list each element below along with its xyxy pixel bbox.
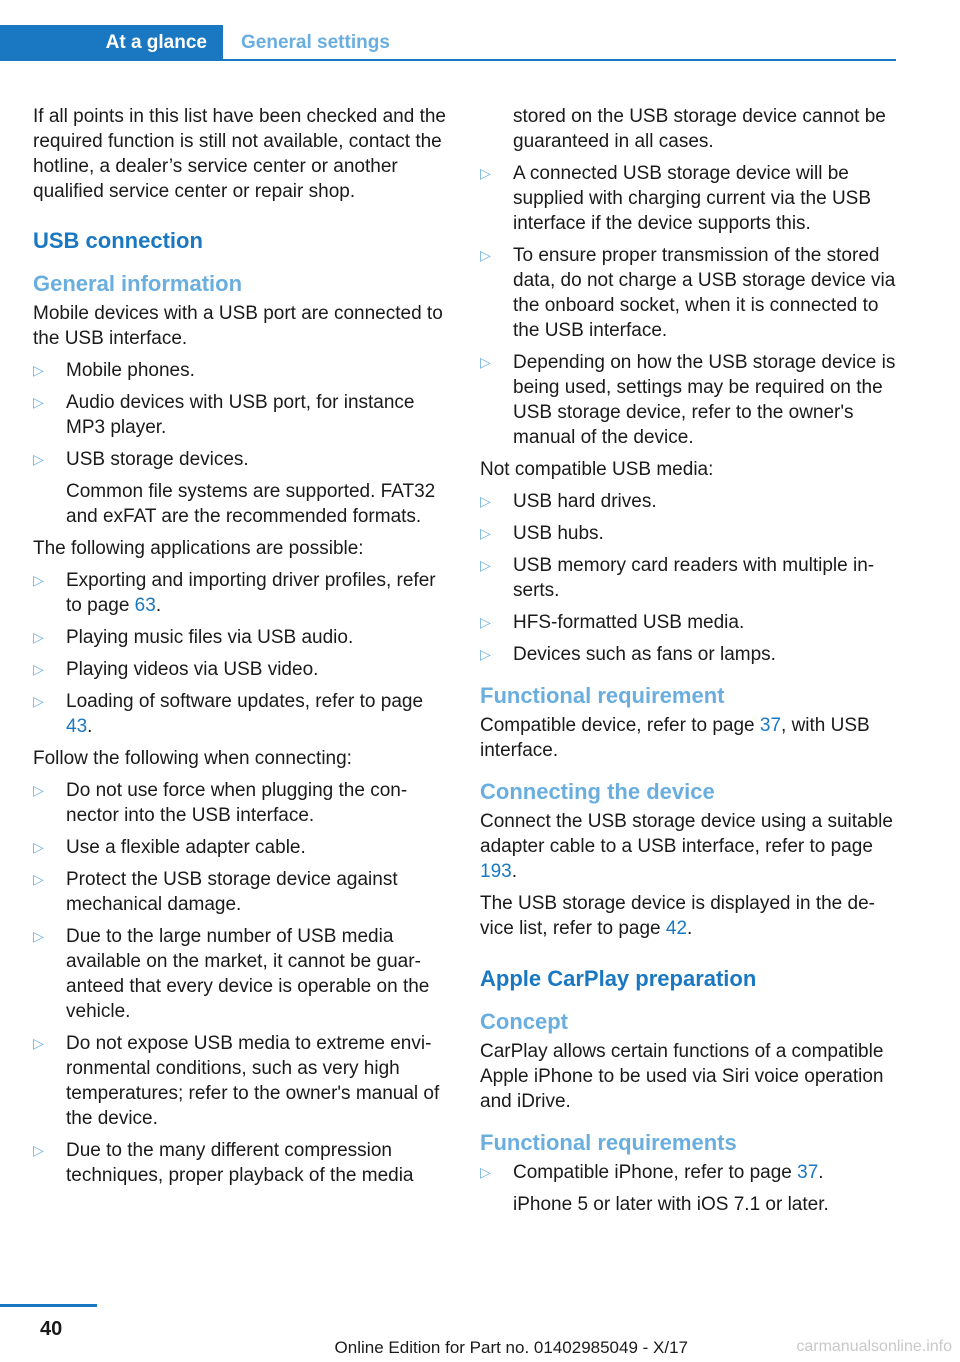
edition-text: Online Edition for Part no. 01402985049 - X/17	[334, 1338, 688, 1357]
triangle-bullet-icon: ▷	[33, 693, 44, 709]
tab-general-settings[interactable]: General settings	[241, 32, 390, 53]
connecting-text: Connect the USB storage device using a suitable adapter cable to a USB interface, refer to page 193.	[480, 811, 893, 882]
list-item: ▷ HFS-formatted USB media.	[480, 612, 745, 633]
triangle-bullet-icon: ▷	[33, 839, 44, 855]
triangle-bullet-icon: ▷	[33, 871, 44, 887]
list-item: ▷ Exporting and importing driver profiles, refer to page 63.	[33, 570, 436, 616]
list-item: ▷ Do not use force when plugging the connector into the USB interface.	[33, 780, 408, 826]
triangle-bullet-icon: ▷	[480, 165, 491, 181]
list-item: ▷ USB hubs.	[480, 523, 604, 544]
intro-paragraph: If all points in this list have been checked and the required function is still not available, contact the hotline, a dealer’s service center or another qualified service center or repair shop.	[33, 106, 446, 202]
heading-general-information: General information	[33, 271, 243, 296]
connect-list	[33, 778, 447, 1188]
connect-list-continued	[480, 161, 896, 450]
list-item: ▷ Use a flexible adapter cable.	[33, 837, 306, 858]
triangle-bullet-icon: ▷	[33, 362, 44, 378]
triangle-bullet-icon: ▷	[33, 629, 44, 645]
list-item: ▷ Do not expose USB media to extreme environmental conditions, such as very high temperatures; refer to the owner's manual of the device.	[33, 1033, 440, 1129]
page-link-37[interactable]: 37	[759, 715, 782, 736]
triangle-bullet-icon: ▷	[33, 928, 44, 944]
triangle-bullet-icon: ▷	[33, 782, 44, 798]
page-link-37[interactable]: 37	[797, 1162, 819, 1183]
page-number: 40	[40, 1318, 63, 1340]
list-item: ▷ USB memory card readers with multiple inserts.	[480, 555, 875, 601]
continuation-text: stored on the USB storage device cannot be guaranteed in all cases.	[513, 106, 886, 152]
list-item: ▷ Protect the USB storage device against mechanical damage.	[33, 869, 398, 915]
page-header	[0, 25, 896, 61]
triangle-bullet-icon: ▷	[480, 646, 491, 662]
heading-connecting-the-device: Connecting the device	[480, 779, 715, 804]
watermark: carmanualsonline.info	[796, 1338, 952, 1355]
list-item: ▷ A connected USB storage device will be supplied with charging current via the USB interface if the device supports this.	[480, 163, 872, 234]
requirements-list	[480, 1160, 896, 1217]
list-item: ▷ Mobile phones.	[33, 360, 195, 381]
list-item: ▷ Due to the large number of USB media available on the market, it cannot be guaranteed that every device is operable on the vehicle.	[33, 926, 430, 1022]
page-link-193[interactable]: 193	[480, 861, 512, 882]
apps-list	[33, 568, 447, 739]
left-column	[33, 104, 447, 1195]
list-item-note: Common file systems are supported. FAT32 and exFAT are the recommended formats.	[66, 481, 436, 527]
triangle-bullet-icon: ▷	[33, 572, 44, 588]
concept-text: CarPlay allows certain functions of a compatible Apple iPhone to be used via Siri voice operation and iDrive.	[480, 1041, 884, 1112]
not-compatible-intro: Not compatible USB media:	[480, 459, 714, 480]
list-item-note: iPhone 5 or later with iOS 7.1 or later.	[513, 1194, 829, 1215]
tab-at-a-glance[interactable]: At a glance	[0, 25, 223, 61]
triangle-bullet-icon: ▷	[480, 557, 491, 573]
triangle-bullet-icon: ▷	[480, 493, 491, 509]
list-item: ▷ Depending on how the USB storage device is being used, settings may be required on the USB storage device, refer to the owner's manual of the device.	[480, 352, 896, 448]
list-item: ▷ Playing videos via USB video.	[33, 659, 319, 680]
header-rule	[0, 59, 896, 61]
triangle-bullet-icon: ▷	[33, 1142, 44, 1158]
device-list	[33, 358, 447, 529]
triangle-bullet-icon: ▷	[33, 451, 44, 467]
triangle-bullet-icon: ▷	[33, 394, 44, 410]
connect-intro: Follow the following when connecting:	[33, 748, 352, 769]
not-compatible-list	[480, 489, 896, 667]
triangle-bullet-icon: ▷	[480, 1164, 491, 1180]
heading-concept: Concept	[480, 1009, 568, 1034]
list-item: ▷ Due to the many different compression techniques, proper playback of the media	[33, 1140, 414, 1186]
heading-apple-carplay-preparation: Apple CarPlay preparation	[480, 966, 757, 991]
right-column	[480, 104, 896, 1224]
heading-usb-connection: USB connection	[33, 228, 203, 253]
list-item: ▷ USB hard drives.	[480, 491, 657, 512]
triangle-bullet-icon: ▷	[33, 661, 44, 677]
heading-functional-requirements: Functional requirements	[480, 1130, 737, 1155]
list-item: ▷ Audio devices with USB port, for instance MP3 player.	[33, 392, 415, 438]
footer-rule	[0, 1304, 97, 1307]
triangle-bullet-icon: ▷	[480, 247, 491, 263]
list-item: ▷ Playing music files via USB audio.	[33, 627, 354, 648]
functional-requirement-text: Compatible device, refer to page 37, with USB interface.	[480, 715, 870, 761]
list-item: ▷ Loading of software updates, refer to page 43.	[33, 691, 424, 737]
list-item: ▷ Devices such as fans or lamps.	[480, 644, 776, 665]
page-link-42[interactable]: 42	[665, 918, 688, 939]
heading-functional-requirement: Functional requirement	[480, 683, 725, 708]
triangle-bullet-icon: ▷	[480, 354, 491, 370]
list-item: ▷ Compatible iPhone, refer to page 37. iPhone 5 or later with iOS 7.1 or later.	[480, 1160, 896, 1217]
triangle-bullet-icon: ▷	[480, 525, 491, 541]
general-text: Mobile devices with a USB port are connected to the USB interface.	[33, 303, 443, 349]
triangle-bullet-icon: ▷	[480, 614, 491, 630]
page-link-43[interactable]: 43	[66, 716, 88, 737]
displayed-text: The USB storage device is displayed in the device list, refer to page 42.	[480, 893, 875, 939]
page-link-63[interactable]: 63	[134, 595, 156, 616]
triangle-bullet-icon: ▷	[33, 1035, 44, 1051]
apps-intro: The following applications are possible:	[33, 538, 364, 559]
list-item: ▷ To ensure proper transmission of the stored data, do not charge a USB storage device via the onboard socket, when it is connected to the USB interface.	[480, 245, 896, 341]
list-item: ▷ USB storage devices. Common file systems are supported. FAT32 and exFAT are the recommended formats.	[33, 447, 447, 529]
